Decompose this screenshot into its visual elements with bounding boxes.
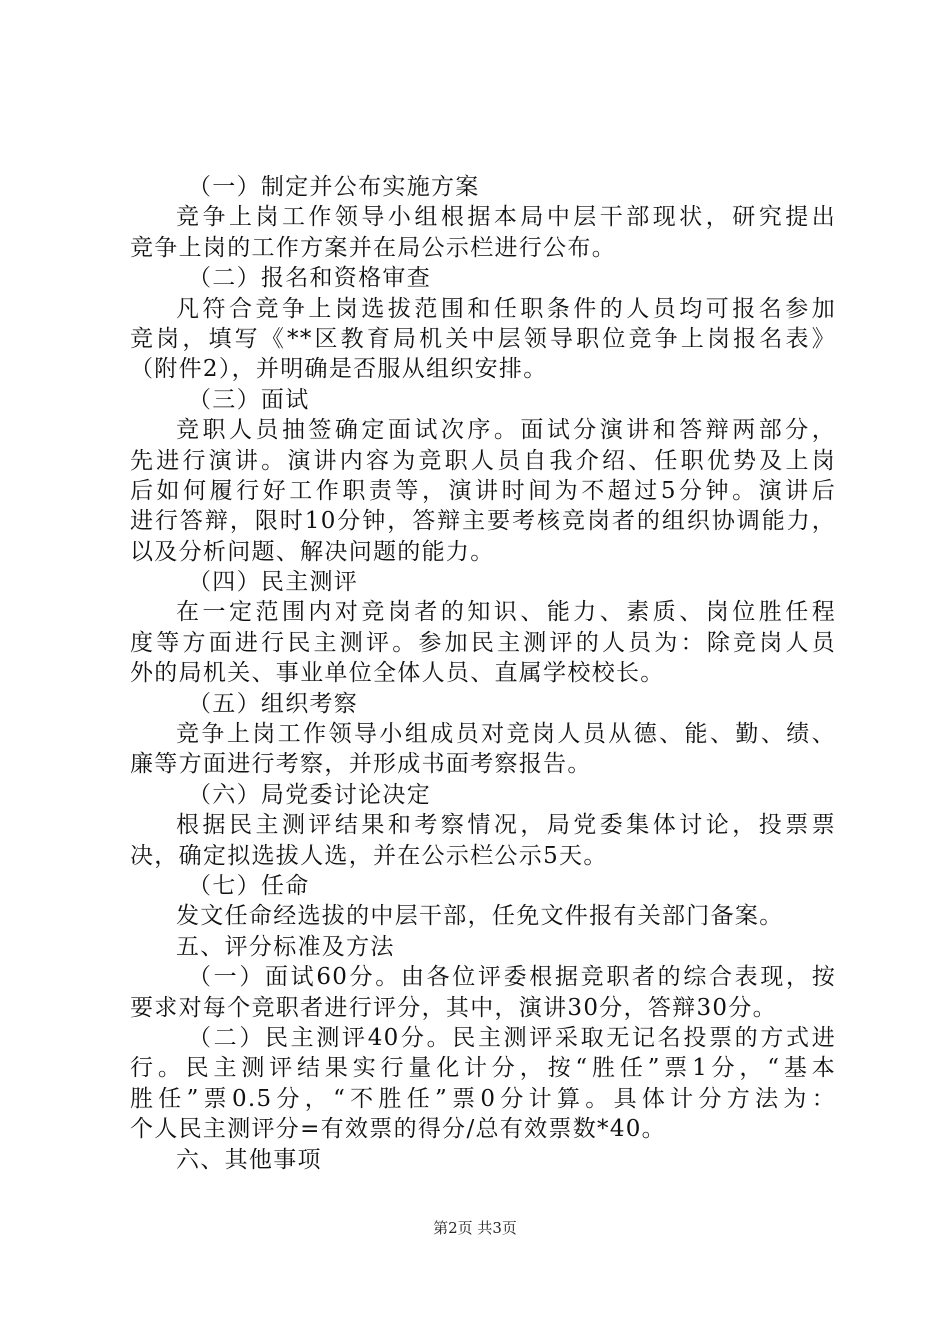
document-line: （六）局党委讨论决定 [188,781,431,808]
document-line: 外的局机关、事业单位全体人员、直属学校校长。 [130,660,665,687]
document-line: 个人民主测评分=有效票的得分/总有效票数*40。 [130,1116,666,1143]
document-line: 要求对每个竞职者进行评分，其中，演讲30分，答辩30分。 [130,994,777,1021]
document-line: （一）制定并公布实施方案 [188,174,480,200]
document-line: 胜任”票0.5分，“不胜任”票0分计算。具体计分方法为： [130,1085,836,1112]
document-line: 竞争上岗工作领导小组根据本局中层干部现状，研究提出 [176,204,836,231]
document-line: 先进行演讲。演讲内容为竞职人员自我介绍、任职优势及上岗 [130,447,836,474]
document-line: （二）民主测评40分。民主测评采取无记名投票的方式进 [188,1024,836,1051]
document-line: 根据民主测评结果和考察情况，局党委集体讨论，投票票 [176,812,836,839]
document-line: 竞职人员抽签确定面试次序。面试分演讲和答辩两部分， [176,417,836,444]
document-line: 竞争上岗的工作方案并在局公示栏进行公布。 [130,234,616,261]
page-footer: 第2页 共3页 [433,1219,517,1237]
document-body [130,172,836,1175]
document-line: （四）民主测评 [188,569,359,596]
document-line: 五、评分标准及方法 [176,933,395,960]
document-line: 在一定范围内对竞岗者的知识、能力、素质、岗位胜任程 [176,599,836,626]
document-line: 廉等方面进行考察，并形成书面考察报告。 [130,751,592,778]
document-line: 度等方面进行民主测评。参加民主测评的人员为：除竞岗人员 [130,629,836,656]
document-line: 六、其他事项 [176,1146,322,1173]
document-line: 以及分析问题、解决问题的能力。 [130,538,495,565]
document-line: （附件2），并明确是否服从组织安排。 [130,356,548,383]
document-line: （二）报名和资格审查 [188,265,431,292]
document-line: （五）组织考察 [188,690,359,717]
document-line: 竞争上岗工作领导小组成员对竞岗人员从德、能、勤、绩、 [176,721,836,748]
document-line: 进行答辩，限时10分钟，答辩主要考核竞岗者的组织协调能力， [130,508,836,535]
document-line: 发文任命经选拔的中层干部，任免文件报有关部门备案。 [176,903,784,930]
document-line: （一）面试60分。由各位评委根据竞职者的综合表现，按 [188,964,836,991]
document-line: 凡符合竞争上岗选拔范围和任职条件的人员均可报名参加 [176,295,836,322]
document-line: 行。民主测评结果实行量化计分，按“胜任”票1分，“基本 [130,1055,836,1082]
document-line: （三）面试 [188,386,310,413]
document-line: 竞岗，填写《**区教育局机关中层领导职位竞争上岗报名表》 [130,325,836,352]
document-line: （七）任命 [188,872,310,899]
document-line: 决，确定拟选拔人选，并在公示栏公示5天。 [130,842,608,869]
document-line: 后如何履行好工作职责等，演讲时间为不超过5分钟。演讲后 [130,477,836,504]
